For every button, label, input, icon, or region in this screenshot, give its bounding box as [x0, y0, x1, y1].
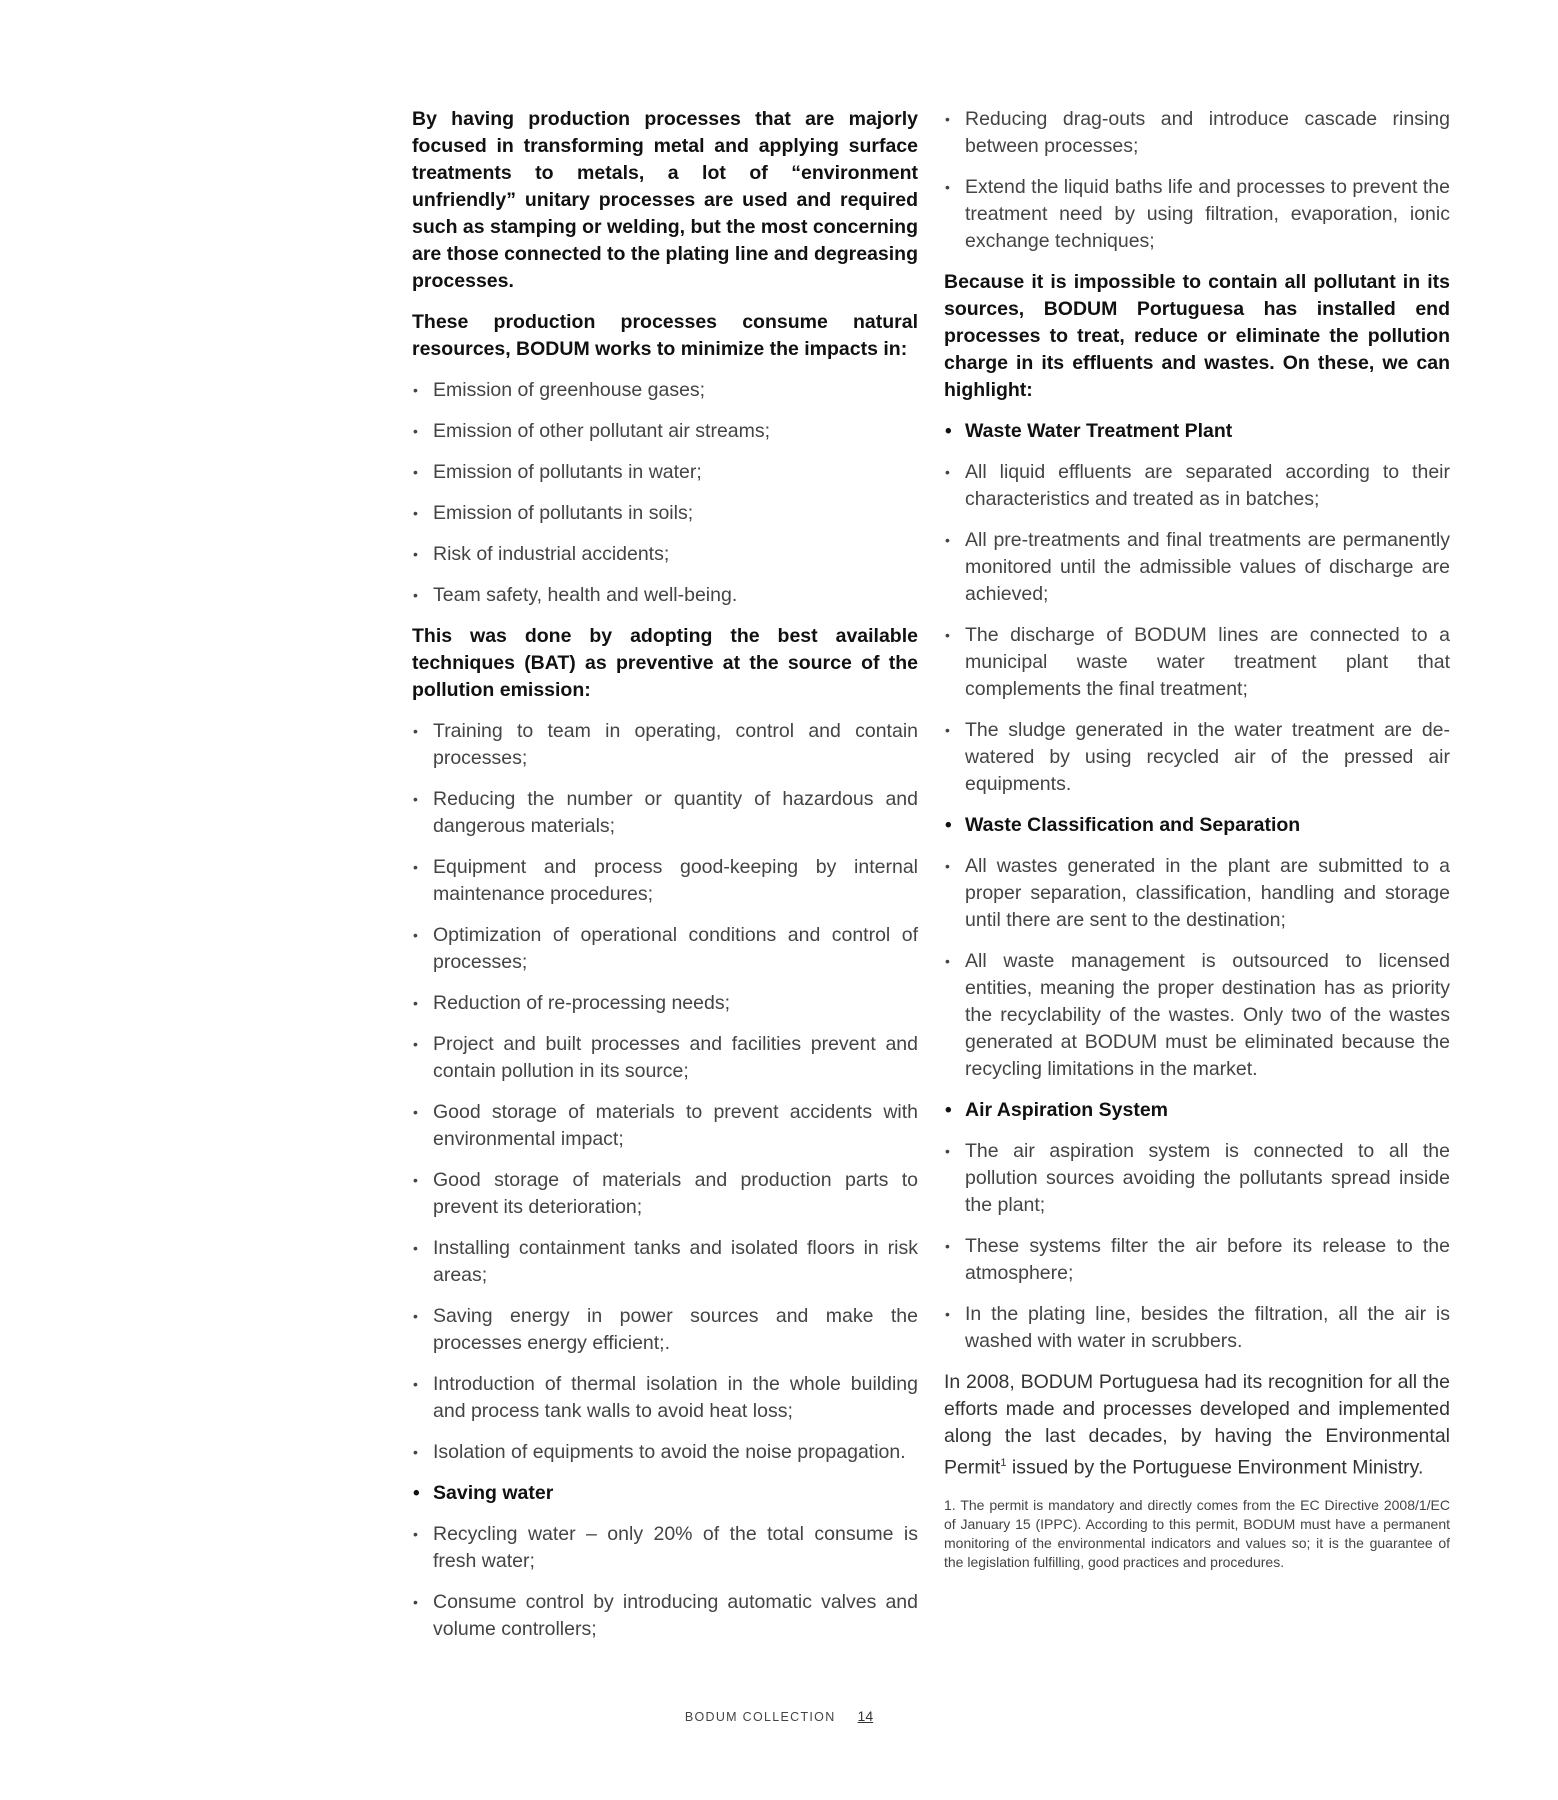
list-item: • Installing containment tanks and isolated floors in risk areas;	[412, 1235, 918, 1289]
list-item: • Good storage of materials to prevent accidents with environmental impact;	[412, 1099, 918, 1153]
treatment-list	[944, 418, 1450, 1355]
saving-water-heading: • Saving water	[412, 1480, 918, 1507]
right-column	[944, 106, 1450, 1572]
list-item: • Risk of industrial accidents;	[412, 541, 918, 568]
list-item: • Team safety, health and well-being.	[412, 582, 918, 609]
list-item: • All waste management is outsourced to licensed entities, meaning the proper destination has as priority the recyclability of the wastes. Only two of the wastes generated at BODUM must be eliminated because the recycling limitations in the market.	[944, 948, 1450, 1083]
list-item: • Emission of pollutants in soils;	[412, 500, 918, 527]
footnote-marker: 1	[1000, 1457, 1007, 1469]
list-item: • These systems filter the air before its release to the atmosphere;	[944, 1233, 1450, 1287]
list-item: • Emission of greenhouse gases;	[412, 377, 918, 404]
list-item: • Introduction of thermal isolation in the whole building and process tank walls to avoid heat loss;	[412, 1371, 918, 1425]
list-item: • Equipment and process good-keeping by internal maintenance procedures;	[412, 854, 918, 908]
list-item: • In the plating line, besides the filtration, all the air is washed with water in scrubbers.	[944, 1301, 1450, 1355]
list-item: • The air aspiration system is connected to all the pollution sources avoiding the pollutants spread inside the plant;	[944, 1138, 1450, 1219]
list-item: • Reduction of re-processing needs;	[412, 990, 918, 1017]
waste-heading: • Waste Classification and Separation	[944, 812, 1450, 839]
end-process-heading: Because it is impossible to contain all pollutant in its sources, BODUM Portuguesa has installed end processes to treat, reduce or eliminate the pollution charge in its effluents and wastes. On these, we can highlight:	[944, 271, 1450, 401]
bat-list	[412, 718, 918, 1643]
list-item: • The sludge generated in the water treatment are de-watered by using recycled air of the pressed air equipments.	[944, 717, 1450, 798]
air-heading: • Air Aspiration System	[944, 1097, 1450, 1124]
page-number: 14	[857, 1708, 874, 1724]
list-item: • Reducing drag-outs and introduce cascade rinsing between processes;	[944, 106, 1450, 160]
continued-list	[944, 106, 1450, 255]
list-item: • Extend the liquid baths life and processes to prevent the treatment need by using filtration, evaporation, ionic exchange techniques;	[944, 174, 1450, 255]
collection-label: BODUM COLLECTION	[684, 1710, 836, 1724]
list-item: • All liquid effluents are separated according to their characteristics and treated as in batches;	[944, 459, 1450, 513]
wwtp-heading: • Waste Water Treatment Plant	[944, 418, 1450, 445]
bat-heading: This was done by adopting the best available techniques (BAT) as preventive at the source of the pollution emission:	[412, 625, 918, 701]
list-item: • Training to team in operating, control and contain processes;	[412, 718, 918, 772]
list-item: • Emission of other pollutant air streams;	[412, 418, 918, 445]
footnote: 1. The permit is mandatory and directly comes from the EC Directive 2008/1/EC of January 15 (IPPC). According to this permit, BODUM must have a permanent monitoring of the environmental indicators and values so; it is the guarantee of the legislation fulfilling, good practices and procedures.	[944, 1496, 1450, 1570]
list-item: • Emission of pollutants in water;	[412, 459, 918, 486]
list-item: • Project and built processes and facilities prevent and contain pollution in its source;	[412, 1031, 918, 1085]
list-item: • The discharge of BODUM lines are connected to a municipal waste water treatment plant that complements the final treatment;	[944, 622, 1450, 703]
list-item: • Optimization of operational conditions and control of processes;	[412, 922, 918, 976]
impacts-list	[412, 377, 918, 609]
list-item: • Saving energy in power sources and make the processes energy efficient;.	[412, 1303, 918, 1357]
list-item: • All wastes generated in the plant are submitted to a proper separation, classification, handling and storage until there are sent to the destination;	[944, 853, 1450, 934]
intro-paragraph: By having production processes that are majorly focused in transforming metal and applying surface treatments to metals, a lot of “environment unfriendly” unitary processes are used and required such as stamping or welding, but the most concerning are those connected to the plating line and degreasing processes.	[412, 108, 919, 292]
list-item: • Recycling water – only 20% of the total consume is fresh water;	[412, 1521, 918, 1575]
list-item: • Consume control by introducing automatic valves and volume controllers;	[412, 1589, 918, 1643]
permit-text-end: issued by the Portuguese Environment Ministry.	[1006, 1456, 1424, 1479]
permit-text: In 2008, BODUM Portuguesa had its recognition for all the efforts made and processes developed and implemented along the last decades, by having the Environmental Permit	[944, 1371, 1450, 1479]
list-item: • All pre-treatments and final treatments are permanently monitored until the admissible values of discharge are achieved;	[944, 527, 1450, 608]
list-item: • Isolation of equipments to avoid the noise propagation.	[412, 1439, 918, 1466]
list-item: • Reducing the number or quantity of hazardous and dangerous materials;	[412, 786, 918, 840]
list-item: • Good storage of materials and production parts to prevent its deterioration;	[412, 1167, 918, 1221]
left-column	[412, 106, 918, 1657]
page-footer	[0, 1708, 1558, 1724]
permit-paragraph	[944, 1369, 1450, 1482]
impacts-heading: These production processes consume natural resources, BODUM works to minimize the impacts in:	[412, 311, 918, 360]
